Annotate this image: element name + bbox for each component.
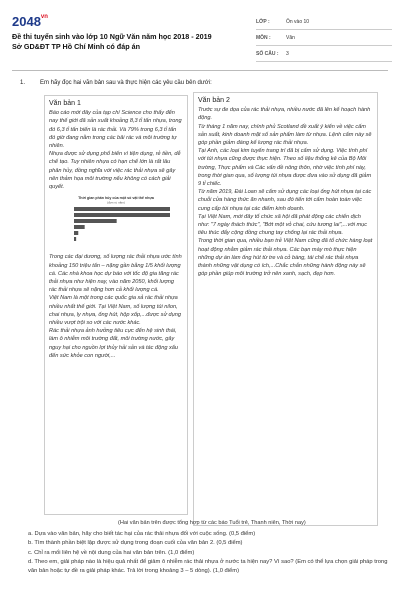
subquestion-b: b. Tìm thành phần biệt lập được sử dụng trong đoạn cuối của văn bản 2. (0,5 điểm) bbox=[28, 540, 243, 547]
document-title bbox=[12, 32, 257, 52]
decomposition-chart bbox=[52, 194, 180, 246]
question-number: 1. bbox=[20, 80, 26, 86]
meta-key: MÔN : bbox=[256, 34, 271, 41]
subquestion-list bbox=[28, 530, 388, 576]
title-line-2: Sở GD&ĐT TP Hồ Chí Minh có đáp án bbox=[12, 42, 140, 51]
chart-title: Thời gian phân hủy của một số vật thể nhựa bbox=[78, 196, 154, 201]
chart-bar bbox=[74, 213, 170, 217]
meta-key: SỐ CÂU : bbox=[256, 50, 279, 57]
text2-heading: Văn bản 2 bbox=[198, 97, 230, 104]
meta-row bbox=[256, 14, 392, 30]
chart-bar bbox=[74, 231, 78, 235]
text-box-2 bbox=[193, 92, 378, 526]
meta-row bbox=[256, 46, 392, 62]
text2-paragraph: Từ tháng 1 năm nay, chính phủ Scotland đề xuất ý kiến về việc cấm sản xuất, kinh doanh mặt số sản phẩm làm từ nhựa. Lệnh cấm này sẽ góp phần giảm đáng kể lượng rác thải nhựa. bbox=[198, 123, 372, 147]
text1-paragraph: Việt Nam là một trong các quốc gia xả rác thải nhựa nhiều nhất thế giới. Tại Việt Nam, số lượng túi nilon, chai nhựa, ly nhựa, ống hút, hộp xốp,...được sử dụng nhiều vượt trội so với các nước khác. bbox=[49, 295, 182, 327]
chart-bar bbox=[74, 237, 76, 241]
meta-key: LỚP : bbox=[256, 18, 270, 25]
text2-paragraph: Từ năm 2019, Đài Loan sẽ cấm sử dụng các loại ống hút nhựa tại các chuỗi cửa hàng thức ăn nhanh, sau đó tiến tới cấm hoàn toàn việc cung cấp túi nhựa tại các điểm kinh doanh. bbox=[198, 189, 372, 212]
text1-paragraph: Báo cáo mới đây của tạp chí Science cho thấy đến nay thế giới đã sản xuất khoảng 8,3 tỉ tấn nhựa, trong đó 6,3 tỉ tấn biến là rác thải. Và 79% trong 6,3 tỉ tấn đó giờ đang nằm trong các bãi rác và môi trường tự nhiên. bbox=[49, 110, 182, 150]
text1-heading: Văn bản 1 bbox=[49, 100, 81, 107]
text1-paragraph: Trong các đại dương, số lượng rác thải nhựa ước tính khoảng 150 triệu tấn – nặng gần bằng 1/5 khối lượng cá. Các nhà khoa học dự báo với tốc độ gia tăng rác thải nhựa như hiện nay, vào năm 2050, khối lượng rác thải nhựa sẽ nặng hơn cả khối lượng cá. bbox=[49, 254, 182, 294]
text2-paragraph: Tại Việt Nam, mới đây tổ chức xã hội đã phát động các chiến dịch như: "7 ngày thách thức", "Bớt một vỏ chai, cứu tương lai",...với mục tiêu thúc đẩy cộng đồng chung tay chống lại rác thải nhựa. bbox=[198, 213, 368, 237]
subquestion-c: c. Chỉ ra mối liên hệ về nội dung của hai văn bản trên. (1,0 điểm) bbox=[28, 549, 195, 556]
text1-paragraph: Rác thải nhựa ảnh hưởng tiêu cực đến hệ sinh thái, làm ô nhiễm môi trường đất, môi trường nước, gây nguy hại cho nguồn lợi thủy hải sản và tác động xấu đến sức khỏe con người,... bbox=[49, 328, 179, 359]
source-note: (Hai văn bản trên được tổng hợp từ các báo Tuổi trẻ, Thanh niên, Thời nay) bbox=[118, 520, 306, 526]
text1-paragraph: Nhựa được sử dụng phổ biến vì tiện dụng, rẻ tiền, dễ chế tạo. Tuy nhiên nhựa có hạn chế lớn là rất lâu phân hủy, đồng nghĩa với việc rác thải nhựa sẽ gây nên thảm họa môi trường nếu không có cách giải quyết. bbox=[49, 151, 181, 191]
meta-value: 3 bbox=[286, 50, 289, 57]
meta-table bbox=[256, 14, 392, 62]
chart-subtitle: (đơn vị: năm) bbox=[107, 200, 125, 205]
meta-row bbox=[256, 30, 392, 46]
subquestion-d: d. Theo em, giải pháp nào là hiệu quả nhất để giảm ô nhiễm rác thải nhựa ở nước ta hiện nay? Vì sao? (Em có thể lựa chọn giải pháp trong văn bản hoặc tự đề ra giải pháp khác. Trả lời trong khoảng 3 – 5 dòng). (1,0 điểm) bbox=[28, 558, 388, 575]
title-line-1: Đề thi tuyển sinh vào lớp 10 Ngữ Văn năm học 2018 - 2019 bbox=[12, 32, 212, 41]
text2-paragraph: Tại Anh, các loại kim tuyến trang trí đã bị cấm sử dụng. Việc tính phí với túi nhựa cũng được thực hiện. Theo số liệu thống kê của Bộ Môi trường, Thực phẩm và Các vấn đề nông thôn, nhờ việc tính phí này, trong thời gian qua, số lượng túi nhựa được đưa vào sử dụng đã giảm 9 tỉ chiếc. bbox=[198, 148, 372, 188]
chart-bar bbox=[74, 219, 117, 223]
chart-bar bbox=[74, 207, 170, 211]
divider bbox=[12, 70, 388, 71]
meta-value: Ôn vào 10 bbox=[286, 18, 310, 25]
text2-paragraph: Trong thời gian qua, nhiều bạn trẻ Việt Nam cũng đã tổ chức hàng loạt hoạt động nhằm giảm rác thải nhựa. Các bạn mày mò thực hiện những dự án làm ống hút từ tre và cỏ bàng, tái chế rác thải nhựa thành những vật dụng có ích,...Chắc chắn những hành động này sẽ góp phần giúp môi trường trở nên xanh, sạch, đẹp hơn. bbox=[198, 238, 373, 278]
meta-value: Văn bbox=[286, 34, 295, 41]
chart-bar bbox=[74, 225, 85, 229]
subquestion-a: a. Dựa vào văn bản, hãy cho biết tác hại của rác thải nhựa đối với cuộc sống. (0,5 điểm) bbox=[28, 531, 256, 537]
text-box-1 bbox=[44, 95, 188, 515]
question-prompt: Em hãy đọc hai văn bản sau và thực hiện các yêu cầu bên dưới: bbox=[40, 80, 212, 86]
site-logo[interactable]: $2048^{vn}$ bbox=[12, 14, 48, 29]
text2-paragraph: Trước sự đe dọa của rác thải nhựa, nhiều nước đã lên kế hoạch hành động. bbox=[198, 107, 371, 122]
